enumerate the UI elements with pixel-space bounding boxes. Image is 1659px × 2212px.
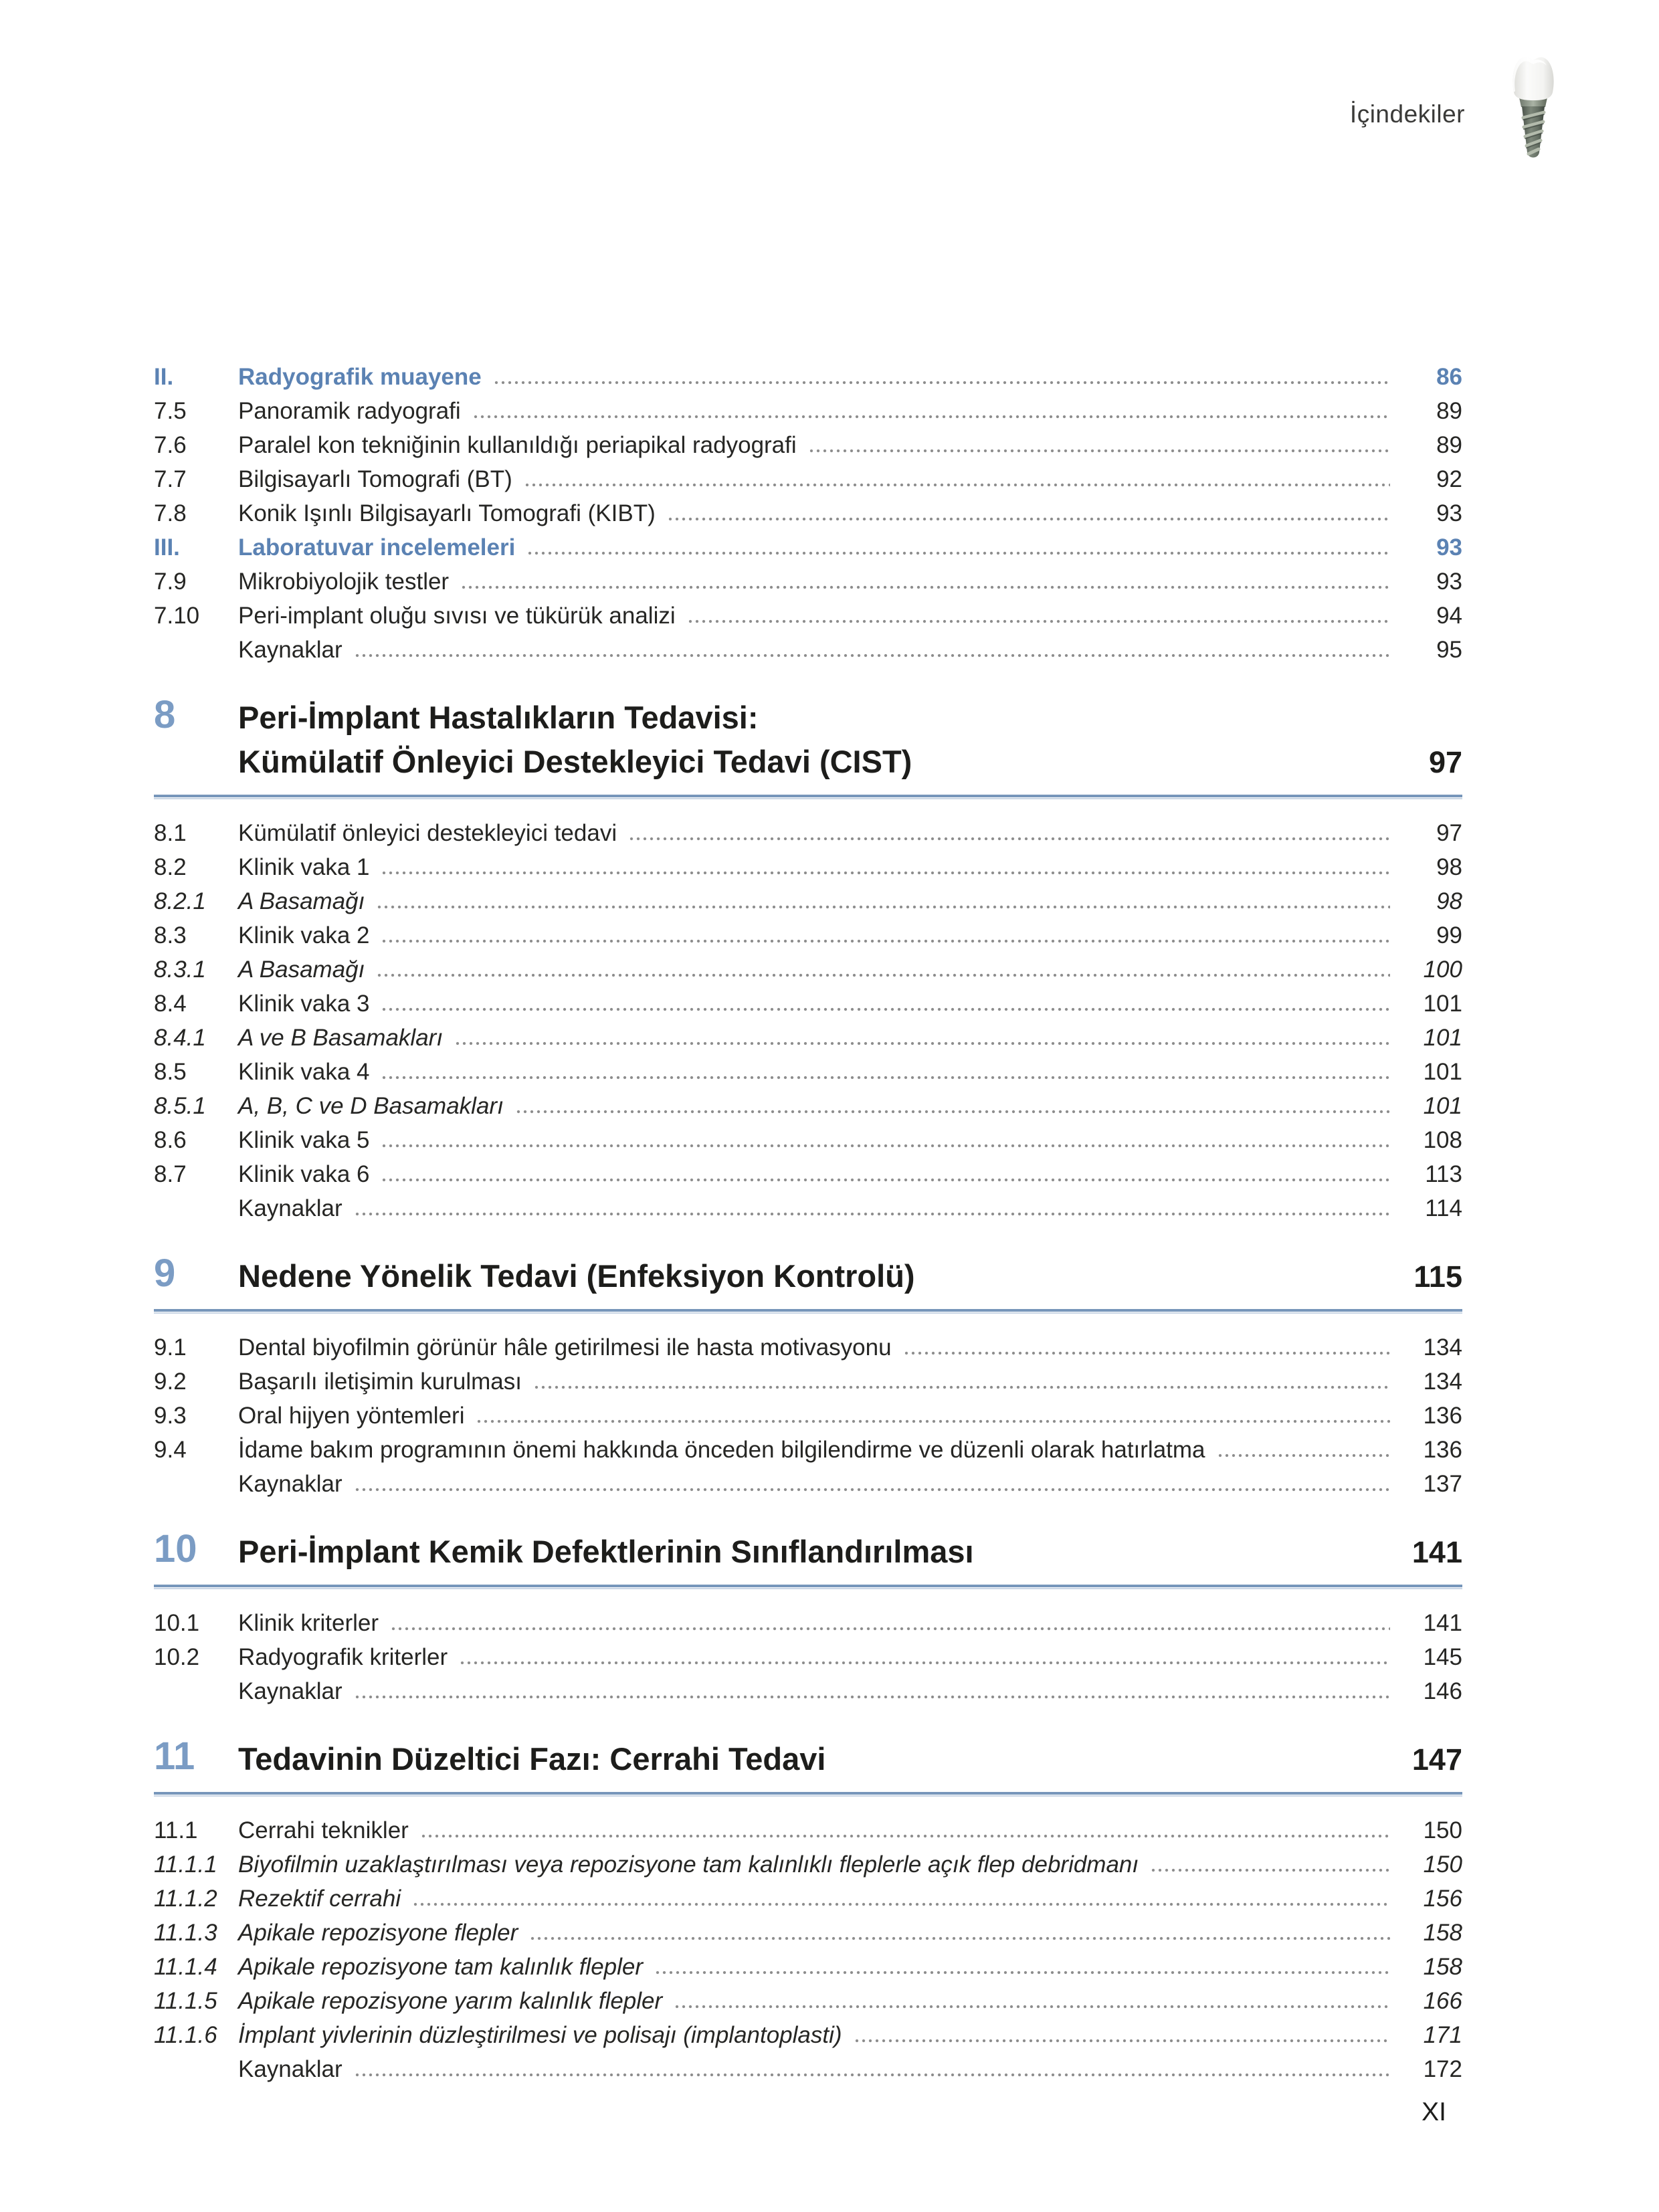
chapter-entries (154, 1611, 1462, 1704)
toc-entry-number: 11.1 (154, 1817, 198, 1843)
toc-entry-title: Apikale repozisyone yarım kalınlık flepler (238, 1988, 663, 2014)
dot-leader (472, 415, 1390, 419)
toc-entry (154, 1335, 1462, 1360)
toc-entry-page: 89 (1436, 398, 1462, 424)
toc-entry-page: 113 (1425, 1161, 1462, 1187)
toc-entry (154, 1162, 1462, 1187)
toc-entry (154, 501, 1462, 526)
table-of-contents (154, 365, 1462, 2091)
toc-entry-number: 11.1.6 (154, 2022, 217, 2048)
toc-entry (154, 923, 1462, 948)
toc-entry (154, 957, 1462, 982)
toc-entry (154, 1954, 1462, 1979)
toc-entry (154, 1196, 1462, 1221)
toc-entry-page: 101 (1423, 991, 1462, 1017)
toc-entry-number: 7.8 (154, 500, 187, 526)
toc-entry-number: 7.9 (154, 569, 187, 595)
dot-leader (381, 1178, 1390, 1182)
toc-entry-title: Kaynaklar (238, 1471, 343, 1497)
toc-entry (154, 2057, 1462, 2082)
toc-entry-page: 93 (1436, 569, 1462, 595)
toc-entry-page: 99 (1436, 922, 1462, 948)
dot-leader (454, 1041, 1390, 1045)
toc-entry (154, 1437, 1462, 1462)
toc-entry-number: 8.5.1 (154, 1093, 206, 1119)
toc-entry-number: 8.2.1 (154, 888, 206, 914)
toc-entry-title: Kaynaklar (238, 1678, 343, 1704)
chapter-heading (154, 1527, 1462, 1574)
dot-leader (476, 1419, 1390, 1423)
toc-entry-page: 158 (1423, 1954, 1462, 1980)
toc-entry-title: Apikale repozisyone tam kalınlık flepler (238, 1954, 644, 1980)
toc-entry (154, 637, 1462, 662)
toc-entry-page: 94 (1436, 603, 1462, 629)
toc-entry-page: 158 (1423, 1920, 1462, 1946)
toc-entry (154, 1818, 1462, 1843)
toc-entry (154, 365, 1462, 389)
dot-leader (524, 483, 1390, 487)
dot-leader (493, 381, 1390, 385)
toc-entry-number: 8.7 (154, 1161, 187, 1187)
chapter-heading (154, 1251, 1462, 1298)
chapter-page-number: 147 (1411, 1742, 1462, 1777)
chapter-heading (154, 693, 1462, 784)
toc-entry-title: Klinik vaka 1 (238, 854, 370, 880)
toc-entry-title: Kaynaklar (238, 2056, 343, 2082)
chapter-divider-rule (154, 1792, 1462, 1797)
toc-entries (154, 365, 1462, 662)
toc-entry-number: 7.7 (154, 466, 187, 492)
dot-leader (674, 2005, 1390, 2009)
toc-entry-title: Klinik vaka 2 (238, 922, 370, 948)
chapter-divider-rule (154, 795, 1462, 799)
toc-entry-number: 9.1 (154, 1334, 187, 1361)
page-header (1350, 54, 1561, 165)
chapter-number: 11 (154, 1734, 195, 1778)
toc-entry-title: Panoramik radyografi (238, 398, 461, 424)
toc-entry-number: 10.2 (154, 1644, 200, 1670)
chapter-divider-rule (154, 1585, 1462, 1589)
toc-entry-number: 7.10 (154, 603, 200, 629)
toc-entry-title: A Basamağı (238, 888, 365, 914)
toc-entry-number: 10.1 (154, 1610, 200, 1636)
toc-entry-number: II. (154, 364, 174, 390)
toc-entry (154, 603, 1462, 628)
toc-entry-title: Klinik kriterler (238, 1610, 379, 1636)
toc-entry (154, 535, 1462, 560)
dot-leader (381, 1007, 1390, 1011)
toc-entry-number: 8.3 (154, 922, 187, 948)
toc-entry-title: Klinik vaka 6 (238, 1161, 370, 1187)
toc-entry-number: 9.2 (154, 1369, 187, 1395)
toc-entry (154, 1025, 1462, 1050)
toc-entry-title: Kümülatif önleyici destekleyici tedavi (238, 820, 617, 846)
toc-entry-page: 134 (1423, 1369, 1462, 1395)
dot-leader (903, 1351, 1390, 1355)
toc-entry-title: Başarılı iletişimin kurulması (238, 1369, 522, 1395)
toc-entry-page: 108 (1423, 1127, 1462, 1153)
toc-entry (154, 991, 1462, 1016)
toc-entry-title: Peri-implant oluğu sıvısı ve tükürük analizi (238, 603, 676, 629)
toc-entry-title: A, B, C ve D Basamakları (238, 1093, 504, 1119)
toc-entry-page: 89 (1436, 432, 1462, 458)
toc-entry-page: 136 (1423, 1437, 1462, 1463)
toc-entry (154, 855, 1462, 880)
dot-leader (667, 517, 1390, 521)
toc-entry (154, 433, 1462, 458)
toc-entry (154, 399, 1462, 423)
dot-leader (376, 973, 1390, 977)
dot-leader (808, 449, 1390, 453)
toc-entry-title: Kaynaklar (238, 637, 343, 663)
toc-entry (154, 1369, 1462, 1394)
dot-leader (687, 619, 1390, 623)
toc-entry-title: Klinik vaka 5 (238, 1127, 370, 1153)
toc-entry-number: 11.1.1 (154, 1851, 217, 1878)
chapter-block (154, 693, 1462, 1221)
toc-entry-page: 101 (1423, 1059, 1462, 1085)
toc-entry-page: 98 (1436, 888, 1462, 914)
toc-entry-page: 93 (1436, 500, 1462, 526)
toc-entry-page: 100 (1423, 957, 1462, 983)
dot-leader (459, 1661, 1390, 1665)
chapter-entries (154, 821, 1462, 1221)
chapter-entries (154, 1335, 1462, 1496)
toc-entry-number: 9.4 (154, 1437, 187, 1463)
toc-entry-page: 98 (1436, 854, 1462, 880)
chapter-title (238, 1254, 1413, 1298)
dot-leader (354, 653, 1390, 658)
toc-entry-page: 114 (1425, 1195, 1462, 1221)
chapter-page-number: 141 (1411, 1535, 1462, 1569)
toc-entry-number: 7.6 (154, 432, 187, 458)
chapter-block (154, 1251, 1462, 1497)
toc-entry-title: Biyofilmin uzaklaştırılması veya repozisyone tam kalınlıklı fleplerle açık flep debridmanı (238, 1851, 1139, 1878)
chapter-title-line: Peri-İmplant Kemik Defektlerinin Sınıflandırılması (238, 1534, 974, 1569)
toc-entry-page: 146 (1423, 1678, 1462, 1704)
toc-entry (154, 1886, 1462, 1911)
toc-entry-page: 86 (1436, 364, 1462, 390)
dot-leader (460, 585, 1390, 589)
toc-entry-page: 97 (1436, 820, 1462, 846)
toc-entry-page: 101 (1423, 1025, 1462, 1051)
dental-implant-icon (1505, 54, 1561, 165)
toc-entry-page: 92 (1436, 466, 1462, 492)
toc-entry-number: 11.1.2 (154, 1886, 217, 1912)
toc-entry-page: 171 (1423, 2022, 1462, 2048)
toc-entry-title: Kaynaklar (238, 1195, 343, 1221)
toc-entry-page: 156 (1423, 1886, 1462, 1912)
toc-entry (154, 1852, 1462, 1877)
chapter-page-number: 115 (1413, 1260, 1462, 1294)
toc-entry-number: 11.1.4 (154, 1954, 217, 1980)
toc-entry-title: A ve B Basamakları (238, 1025, 444, 1051)
toc-entry-page: 95 (1436, 637, 1462, 663)
toc-entry-number: 8.1 (154, 820, 187, 846)
page-number: XI (1422, 2098, 1446, 2126)
toc-entry (154, 1989, 1462, 2013)
chapter-page-number: 97 (1428, 745, 1462, 779)
toc-entry (154, 1645, 1462, 1670)
chapter-block (154, 1527, 1462, 1704)
toc-entry-number: 11.1.5 (154, 1988, 217, 2014)
dot-leader (354, 2073, 1390, 2077)
chapter-heading (154, 1734, 1462, 1781)
toc-entry (154, 821, 1462, 845)
toc-entry-number: 8.4.1 (154, 1025, 206, 1051)
toc-entry-number: 8.5 (154, 1059, 187, 1085)
toc-entry (154, 1094, 1462, 1118)
toc-entry-number: 7.5 (154, 398, 187, 424)
chapter-title (238, 1530, 1412, 1574)
dot-leader (381, 939, 1390, 943)
toc-entry-number: 11.1.3 (154, 1920, 217, 1946)
dot-leader (376, 905, 1390, 909)
chapter-title-line: Tedavinin Düzeltici Fazı: Cerrahi Tedavi (238, 1741, 826, 1777)
chapter-title-line: Peri-İmplant Hastalıkların Tedavisi: (238, 700, 759, 735)
toc-entry-title: Bilgisayarlı Tomografi (BT) (238, 466, 512, 492)
contents-heading: İçindekiler (1349, 100, 1465, 128)
toc-entry-page: 137 (1423, 1471, 1462, 1497)
toc-entry-title: Apikale repozisyone flepler (238, 1920, 518, 1946)
toc-entry-number: 8.3.1 (154, 957, 206, 983)
chapter-title (238, 696, 1429, 784)
chapter-block (154, 1734, 1462, 2082)
toc-entry-title: Paralel kon tekniğinin kullanıldığı periapikal radyografi (238, 432, 797, 458)
dot-leader (515, 1110, 1390, 1114)
chapter-number: 9 (154, 1251, 176, 1295)
toc-entry (154, 467, 1462, 492)
toc-entry-title: Oral hijyen yöntemleri (238, 1403, 465, 1429)
toc-entry-title: Klinik vaka 4 (238, 1059, 370, 1085)
toc-entry (154, 1679, 1462, 1704)
chapter-divider-rule (154, 1309, 1462, 1314)
toc-entry-page: 136 (1423, 1403, 1462, 1429)
dot-leader (381, 871, 1390, 875)
dot-leader (354, 1212, 1390, 1216)
toc-entry-title: Mikrobiyolojik testler (238, 569, 450, 595)
dot-leader (628, 837, 1390, 841)
toc-entry (154, 1920, 1462, 1945)
toc-entry-title: Konik Işınlı Bilgisayarlı Tomografi (KIBT) (238, 500, 656, 526)
toc-entry-number: 8.4 (154, 991, 187, 1017)
toc-entry (154, 1060, 1462, 1084)
toc-entry-title: Laboratuvar incelemeleri (238, 534, 516, 561)
dot-leader (381, 1144, 1390, 1148)
toc-entry-page: 93 (1436, 534, 1462, 561)
dot-leader (1217, 1453, 1390, 1457)
toc-entry-number: III. (154, 534, 180, 561)
toc-entry-title: İmplant yivlerinin düzleştirilmesi ve polisajı (implantoplasti) (238, 2022, 842, 2048)
toc-entry-page: 101 (1423, 1093, 1462, 1119)
dot-leader (654, 1971, 1390, 1975)
chapter-number: 8 (154, 693, 176, 736)
dot-leader (854, 2039, 1390, 2043)
toc-entry-page: 172 (1423, 2056, 1462, 2082)
dot-leader (381, 1076, 1390, 1080)
toc-entry-page: 134 (1423, 1334, 1462, 1361)
toc-entry-page: 166 (1423, 1988, 1462, 2014)
dot-leader (354, 1488, 1390, 1492)
toc-entry-number: 8.6 (154, 1127, 187, 1153)
chapter-title-line: Kümülatif Önleyici Destekleyici Tedavi (CIST) (238, 744, 912, 779)
dot-leader (526, 551, 1390, 555)
toc-entry (154, 569, 1462, 594)
toc-entry-title: Klinik vaka 3 (238, 991, 370, 1017)
chapter-entries (154, 1818, 1462, 2082)
toc-entry-title: Radyografik muayene (238, 364, 482, 390)
toc-entry-page: 145 (1423, 1644, 1462, 1670)
chapter-title-line: Nedene Yönelik Tedavi (Enfeksiyon Kontrolü) (238, 1258, 915, 1294)
toc-entry (154, 1128, 1462, 1152)
toc-entry-title: Dental biyofilmin görünür hâle getirilmesi ile hasta motivasyonu (238, 1334, 892, 1361)
toc-entry-title: Cerrahi teknikler (238, 1817, 409, 1843)
toc-entry-title: Rezektif cerrahi (238, 1886, 401, 1912)
chapter-title (238, 1737, 1412, 1781)
dot-leader (529, 1936, 1390, 1940)
toc-entry (154, 1472, 1462, 1496)
toc-entry (154, 1403, 1462, 1428)
dot-leader (354, 1695, 1390, 1699)
toc-entry-page: 150 (1423, 1851, 1462, 1878)
chapter-number: 10 (154, 1527, 197, 1571)
dot-leader (390, 1627, 1390, 1631)
toc-entry-page: 141 (1423, 1610, 1462, 1636)
dot-leader (533, 1385, 1390, 1389)
toc-entry-title: İdame bakım programının önemi hakkında önceden bilgilendirme ve düzenli olarak hatırlatma (238, 1437, 1205, 1463)
toc-entry (154, 889, 1462, 914)
toc-entry-title: A Basamağı (238, 957, 365, 983)
toc-entry (154, 2023, 1462, 2047)
toc-entry-number: 9.3 (154, 1403, 187, 1429)
dot-leader (1150, 1868, 1390, 1872)
dot-leader (420, 1834, 1390, 1838)
toc-entry-number: 8.2 (154, 854, 187, 880)
toc-entry (154, 1611, 1462, 1635)
toc-entry-title: Radyografik kriterler (238, 1644, 448, 1670)
dot-leader (412, 1902, 1390, 1906)
toc-entry-page: 150 (1423, 1817, 1462, 1843)
